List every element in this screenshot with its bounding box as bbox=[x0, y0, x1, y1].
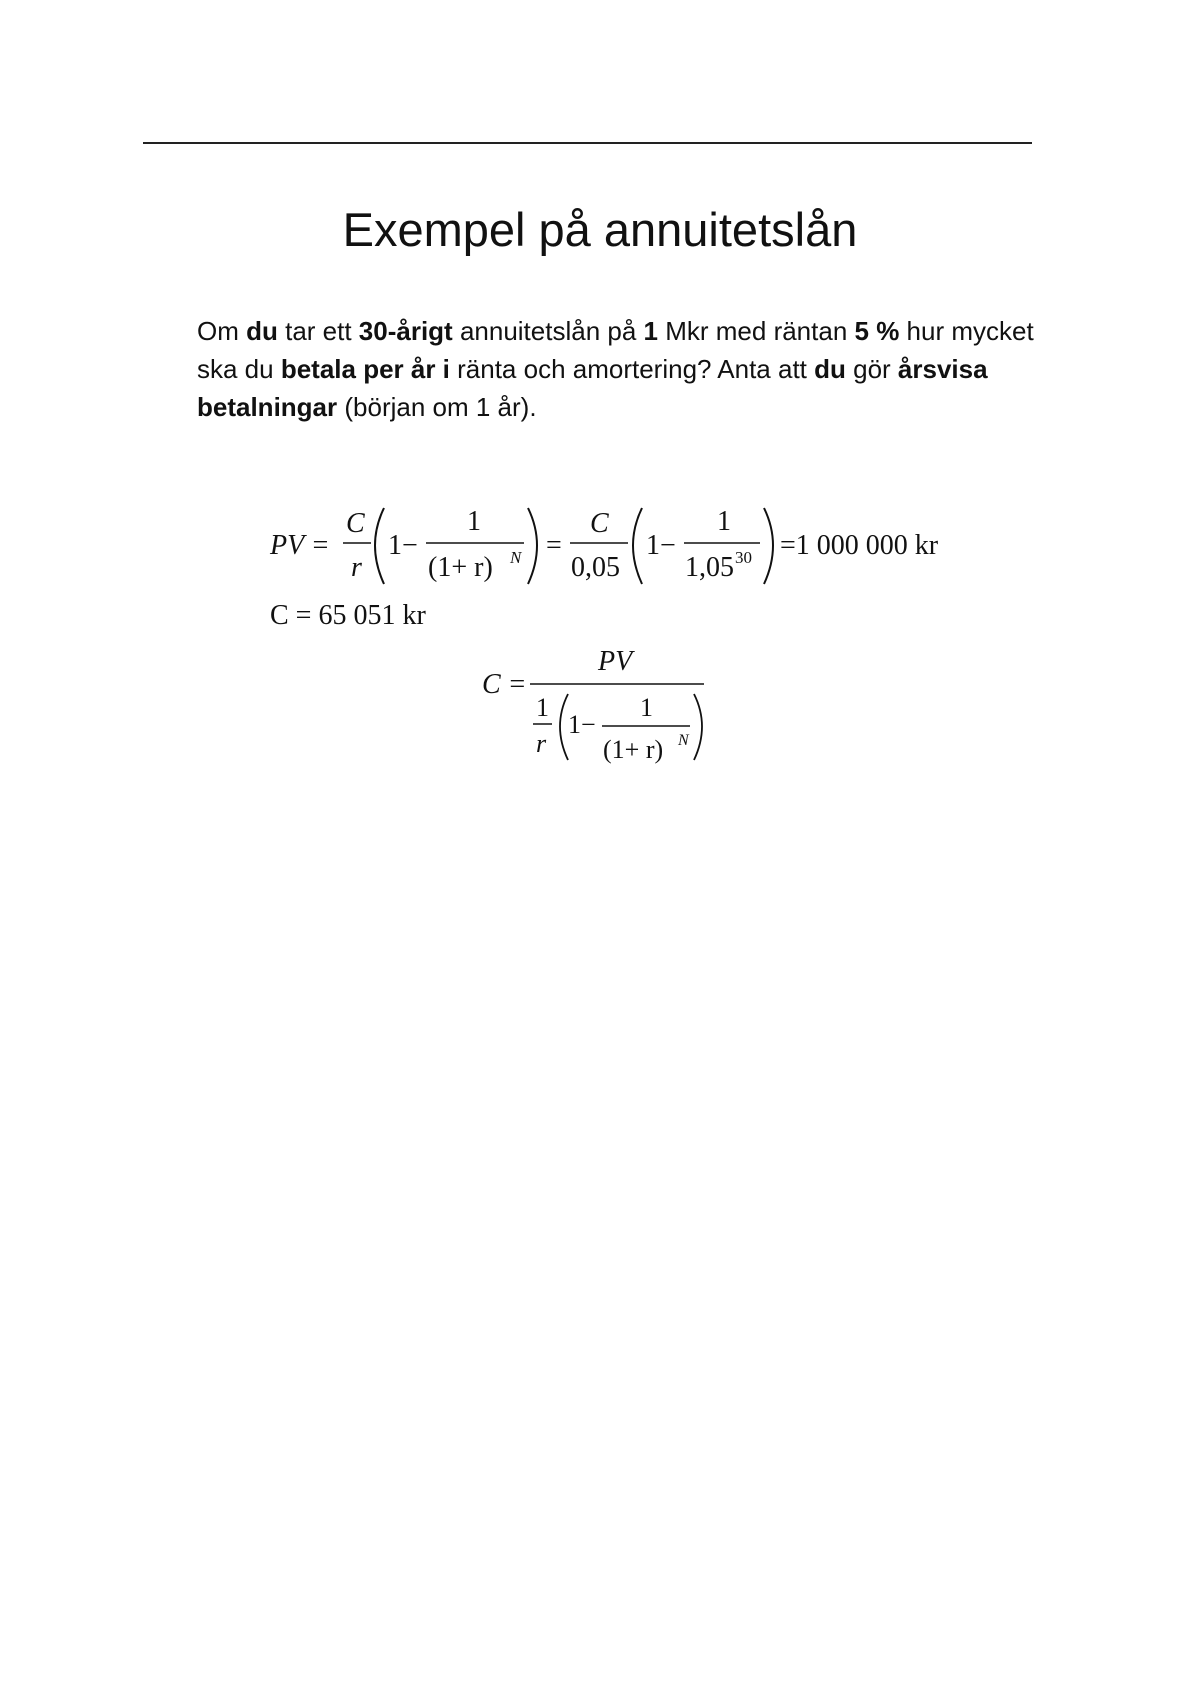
question-segment: 5 % bbox=[854, 316, 900, 346]
big-right-paren-3 bbox=[694, 694, 702, 760]
one-numerator-1: 1 bbox=[467, 506, 481, 537]
pv-lhs: PV = bbox=[270, 530, 330, 561]
question-segment: Mkr med räntan bbox=[658, 316, 855, 346]
c-lhs: C = bbox=[482, 669, 527, 700]
question-segment: du bbox=[246, 316, 278, 346]
big-left-paren-2 bbox=[633, 508, 642, 584]
big-left-paren-1 bbox=[375, 508, 384, 584]
question-text bbox=[197, 312, 1047, 426]
question-segment: tar ett bbox=[277, 316, 359, 346]
question-segment: Om bbox=[197, 316, 247, 346]
question-segment: 1 bbox=[643, 316, 658, 346]
c-numerator-1: C bbox=[346, 508, 365, 539]
question-segment: annuitetslån på bbox=[452, 316, 644, 346]
c-numerator-2: C bbox=[590, 508, 609, 539]
exponent-n-3: N bbox=[678, 732, 689, 749]
question-segment: 30-årigt bbox=[358, 316, 453, 346]
one-minus-3: 1− bbox=[568, 710, 596, 739]
big-right-paren-1 bbox=[528, 508, 537, 584]
equals-1: = bbox=[546, 530, 562, 561]
slide-title: Exempel på annuitetslån bbox=[342, 203, 858, 256]
question-segment: gör bbox=[845, 354, 898, 384]
pv-numerator: PV bbox=[598, 646, 633, 677]
question-segment: betala per år i bbox=[280, 354, 450, 384]
r-denominator-3: r bbox=[536, 729, 547, 758]
question-segment: (början om 1 år). bbox=[337, 392, 537, 422]
question-segment: ränta och amortering? Anta att bbox=[449, 354, 815, 384]
growth-base: 1,05 bbox=[685, 552, 734, 583]
exponent-years: 30 bbox=[735, 548, 752, 567]
one-minus-1: 1− bbox=[388, 530, 418, 561]
big-left-paren-3 bbox=[560, 694, 568, 760]
c-result: C = 65 051 kr bbox=[270, 600, 426, 631]
big-right-paren-2 bbox=[764, 508, 773, 584]
result-rhs: =1 000 000 kr bbox=[780, 530, 939, 561]
exponent-n-1: N bbox=[510, 548, 522, 567]
one-numerator-3: 1 bbox=[536, 693, 549, 722]
question-segment: hur mycket ska du bbox=[197, 316, 1034, 384]
rate-denominator: 0,05 bbox=[571, 552, 620, 583]
question-segment: årsvisa betalningar bbox=[197, 354, 988, 422]
one-plus-r-1: (1+ r) bbox=[428, 552, 493, 583]
r-denominator-1: r bbox=[351, 552, 362, 583]
one-numerator-2: 1 bbox=[717, 506, 731, 537]
question-segment: du bbox=[814, 354, 846, 384]
one-numerator-4: 1 bbox=[640, 693, 653, 722]
one-minus-2: 1− bbox=[646, 530, 676, 561]
one-plus-r-3: (1+ r) bbox=[603, 735, 664, 764]
header-rule bbox=[143, 142, 1032, 144]
